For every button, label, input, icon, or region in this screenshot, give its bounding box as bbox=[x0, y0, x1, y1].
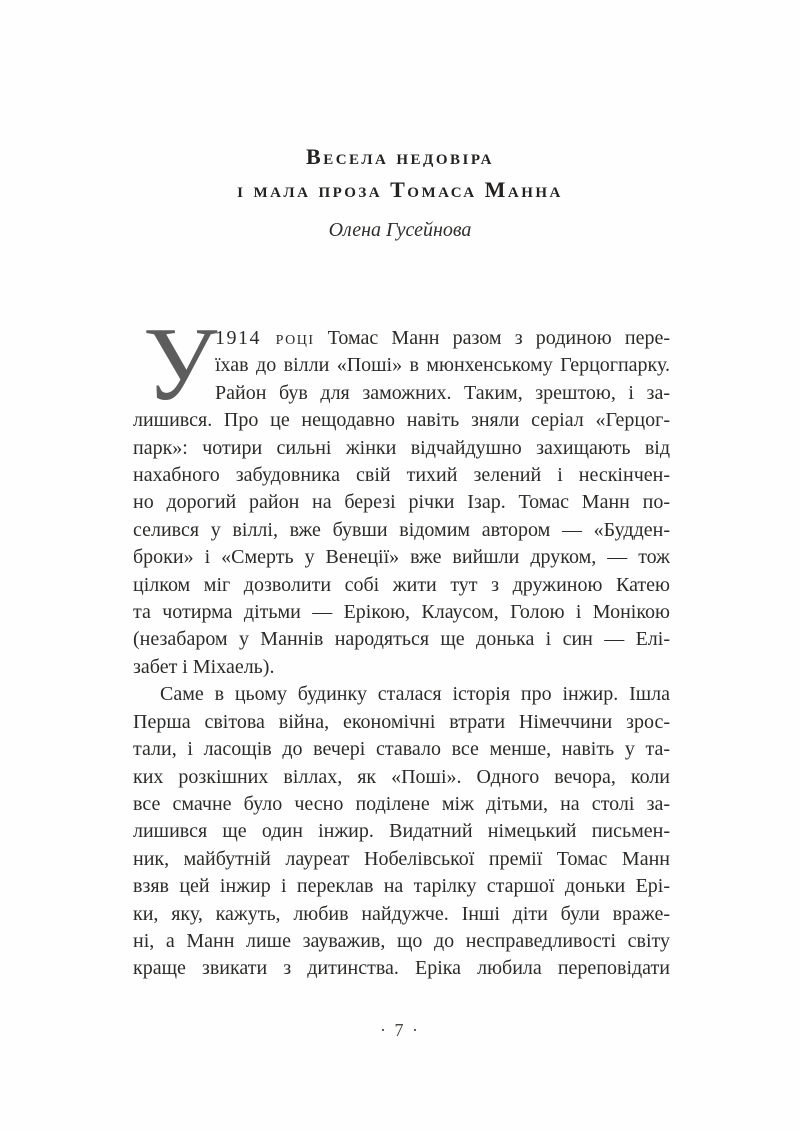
text-line-rest: Томас Манн разом з родиною пере- bbox=[314, 327, 670, 349]
essay-title bbox=[0, 140, 800, 206]
text-line: цілком міг дозволити собі жити тут з дружиною Катею bbox=[133, 573, 670, 596]
text-line: ник, майбутній лауреат Нобелівської премії Томас Манн bbox=[133, 847, 670, 870]
text-line: Саме в цьому будинку сталася історія про інжир. Ішла bbox=[160, 683, 670, 706]
text-line: лишився ще один інжир. Видатний німецький письмен- bbox=[133, 820, 670, 843]
text-line: Район був для заможних. Таким, зрештою, і за- bbox=[215, 381, 670, 404]
text-line: ні, а Манн лише зауважив, що до несправедливості світу bbox=[133, 929, 670, 952]
drop-cap-letter: У bbox=[143, 305, 218, 422]
text-line: тали, і ласощів до вечері ставало все менше, навіть у та- bbox=[133, 738, 670, 761]
author-name: Олена Гусейнова bbox=[328, 219, 472, 241]
text-line: забет і Міхаель). bbox=[133, 655, 275, 678]
title-line-2: і мала проза Томаса Манна bbox=[237, 177, 563, 202]
text-line: взяв цей інжир і переклав на тарілку старшої доньки Ері- bbox=[133, 875, 670, 898]
text-line: селився у віллі, вже бувши відомим автором — «Будден- bbox=[133, 518, 670, 541]
text-line: парк»: чотири сильні жінки відчайдушно захищають від bbox=[133, 436, 670, 459]
text-line: ки, яку, кажуть, любив найдужче. Інші діти були враже- bbox=[133, 902, 670, 925]
text-line: нахабного забудовника свій тихий зелений і нескінчен- bbox=[133, 464, 670, 487]
text-line: все смачне було чесно поділене між дітьми, на столі за- bbox=[133, 792, 670, 815]
text-line: но дорогий район на березі річки Ізар. Томас Манн по- bbox=[133, 491, 670, 514]
body-text bbox=[133, 305, 670, 983]
text-line: лишився. Про це нещодавно навіть зняли серіал «Герцог- bbox=[133, 409, 670, 432]
text-line: ких розкішних віллах, як «Поші». Одного вечора, коли bbox=[133, 765, 670, 788]
paragraph-2 bbox=[133, 681, 670, 982]
title-line-1: Весела недовіра bbox=[306, 144, 494, 169]
text-line: броки» і «Смерть у Венеції» вже вийшли друком, — тож bbox=[133, 546, 670, 569]
text-line: (незабаром у Маннів народяться ще донька і син — Елі- bbox=[133, 628, 670, 651]
text-line: Перша світова війна, економічні втрати Німеччини зрос- bbox=[133, 710, 670, 733]
text-line: та чотирма дітьми — Ерікою, Клаусом, Голою і Монікою bbox=[133, 601, 670, 624]
text-line: їхав до вілли «Поші» в мюнхенському Герцогпарку. bbox=[215, 354, 670, 377]
page-number: · 7 · bbox=[380, 1020, 420, 1040]
lead-small-caps: 1914 році bbox=[215, 327, 315, 349]
text-line: краще звикати з дитинства. Еріка любила переповідати bbox=[133, 957, 670, 980]
